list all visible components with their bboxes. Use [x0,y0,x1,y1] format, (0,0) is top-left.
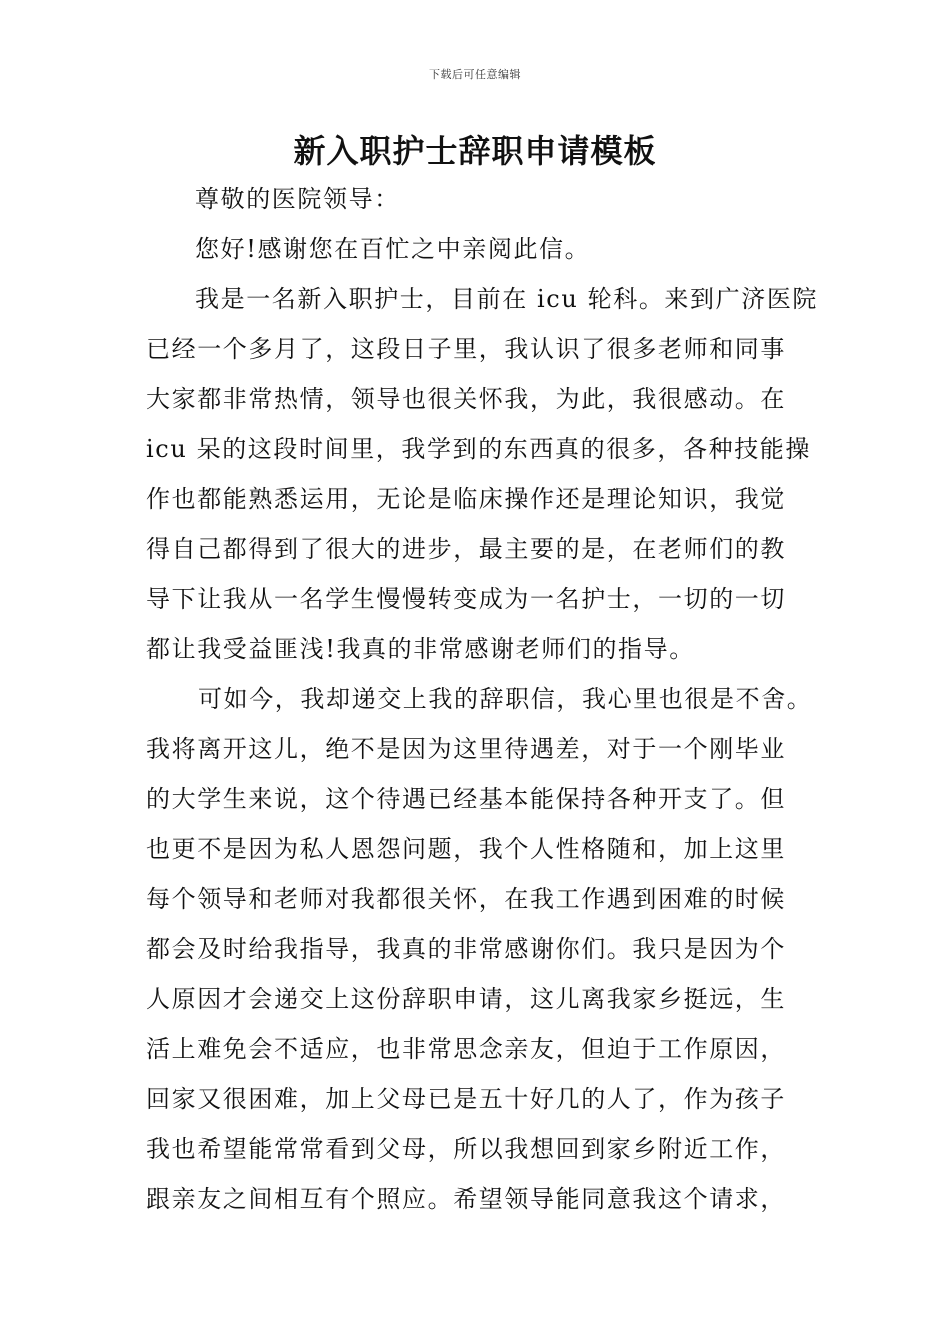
header-note: 下载后可任意编辑 [429,68,521,81]
paragraph-line: 都让我受益匪浅!我真的非常感谢老师们的指导。 [146,635,695,663]
document-title: 新入职护士辞职申请模板 [293,132,657,170]
paragraph-line: 活上难免会不适应，也非常思念亲友，但迫于工作原因， [146,1035,786,1063]
paragraph-line: 也更不是因为私人恩怨问题，我个人性格随和，加上这里 [146,835,786,863]
paragraph-line: 可如今，我却递交上我的辞职信，我心里也很是不舍。 [198,685,813,713]
paragraph-line: 我是一名新入职护士，目前在 icu 轮科。来到广济医院 [195,285,819,313]
paragraph-line: 人原因才会递交上这份辞职申请，这儿离我家乡挺远，生 [146,985,786,1013]
paragraph-line: 都会及时给我指导，我真的非常感谢你们。我只是因为个 [146,935,786,963]
paragraph-line: 我也希望能常常看到父母，所以我想回到家乡附近工作， [146,1135,786,1163]
paragraph-line: icu 呆的这段时间里，我学到的东西真的很多，各种技能操 [146,435,812,463]
greeting-line: 您好!感谢您在百忙之中亲阅此信。 [195,235,591,263]
paragraph-line: 回家又很困难，加上父母已是五十好几的人了，作为孩子 [146,1085,786,1113]
paragraph-line: 已经一个多月了，这段日子里，我认识了很多老师和同事 [146,335,786,363]
paragraph-line: 大家都非常热情，领导也很关怀我，为此，我很感动。在 [146,385,786,413]
paragraph-line: 的大学生来说，这个待遇已经基本能保持各种开支了。但 [146,785,786,813]
salutation: 尊敬的医院领导： [195,185,400,213]
paragraph-line: 我将离开这儿，绝不是因为这里待遇差，对于一个刚毕业 [146,735,786,763]
paragraph-line: 得自己都得到了很大的进步，最主要的是，在老师们的教 [146,535,786,563]
paragraph-line: 每个领导和老师对我都很关怀，在我工作遇到困难的时候 [146,885,786,913]
paragraph-line: 导下让我从一名学生慢慢转变成为一名护士，一切的一切 [146,585,786,613]
paragraph-line: 跟亲友之间相互有个照应。希望领导能同意我这个请求， [146,1185,786,1213]
paragraph-line: 作也都能熟悉运用，无论是临床操作还是理论知识，我觉 [146,485,786,513]
